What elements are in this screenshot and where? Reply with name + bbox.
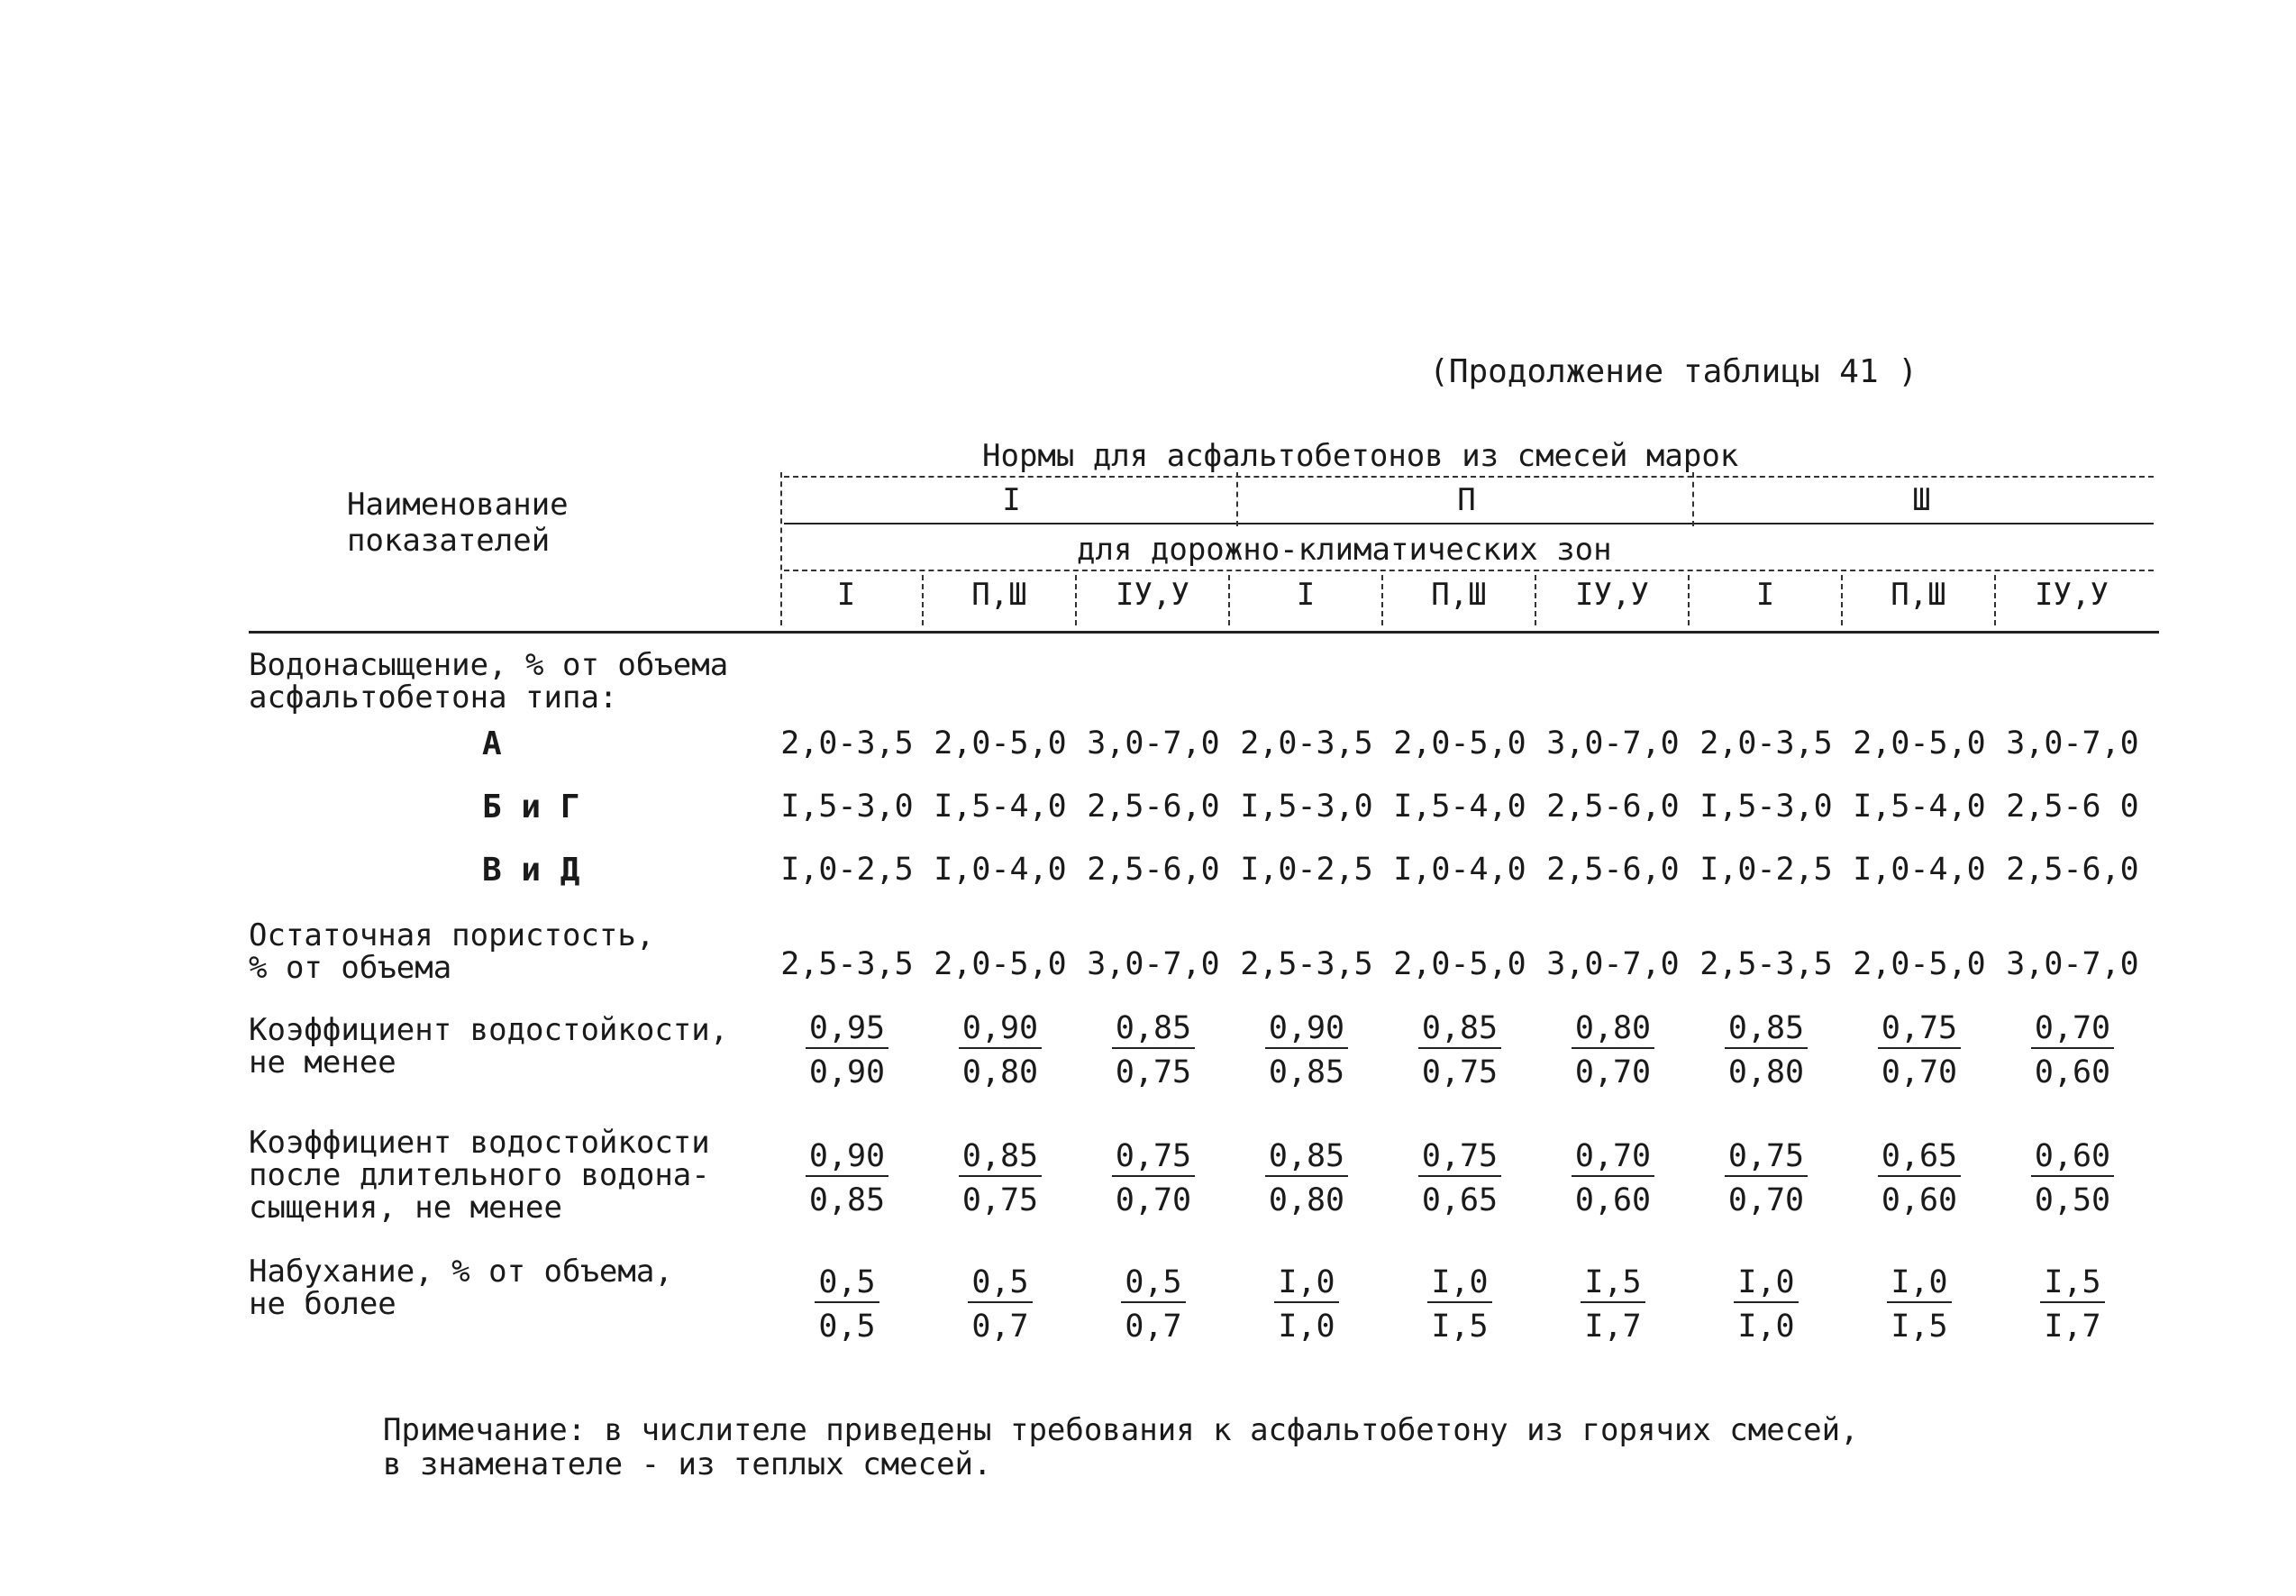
swelling-cell-numerator: I,5 (2040, 1263, 2104, 1303)
long-water-resistance-cell-numerator: 0,85 (1265, 1137, 1348, 1177)
swelling-cell-numerator: I,0 (1427, 1263, 1491, 1303)
header-divider-left (780, 472, 782, 625)
saturation-cell: 2,5-6,0 (1087, 852, 1220, 888)
zone-header-3: IУ,У (1116, 577, 1189, 613)
water-resistance-cell (1996, 1009, 2149, 1096)
water-resistance-cell-numerator: 0,90 (959, 1009, 1042, 1049)
saturation-cell: I,5-4,0 (1393, 789, 1526, 825)
saturation-cell: I,5-3,0 (1240, 789, 1373, 825)
water-resistance-cell (924, 1009, 1077, 1096)
water-resistance-cell-denominator: 0,80 (961, 1054, 1039, 1090)
header-divider-group-3 (1692, 472, 1694, 526)
saturation-cell: 3,0-7,0 (2006, 725, 2139, 762)
zone-divider-1 (922, 575, 924, 625)
header-rule-zones (784, 570, 2154, 571)
water-resistance-cell-denominator: 0,60 (2034, 1054, 2111, 1090)
porosity-cell: 3,0-7,0 (1087, 946, 1220, 982)
long-water-resistance-cell-denominator: 0,70 (1115, 1182, 1192, 1218)
long-water-resistance-cell-numerator: 0,75 (1418, 1137, 1501, 1177)
saturation-cell: 2,0-3,5 (1240, 725, 1373, 762)
zone-divider-6 (1688, 575, 1690, 625)
porosity-cell: 3,0-7,0 (2006, 946, 2139, 982)
zone-divider-7 (1841, 575, 1843, 625)
swelling-cell-numerator: I,0 (1734, 1263, 1798, 1303)
swelling-cell-denominator: I,7 (2044, 1309, 2101, 1345)
zone-divider-8 (1994, 575, 1996, 625)
zone-header-7: I (1755, 577, 1775, 613)
long-water-resistance-cell-denominator: 0,60 (1574, 1182, 1652, 1218)
swelling-cell (1690, 1263, 1843, 1350)
water-resistance-cell (1690, 1009, 1843, 1096)
water-resistance-cell-denominator: 0,90 (808, 1054, 886, 1090)
group-header-3: Ш (1912, 482, 1931, 518)
water-resistance-cell (1843, 1009, 1996, 1096)
zone-divider-2 (1075, 575, 1077, 625)
water-resistance-label: Коэффициент водостойкости, не менее (249, 1012, 729, 1081)
type-b-g-label: Б и Г (482, 789, 580, 825)
long-water-resistance-cell (770, 1137, 924, 1224)
long-water-resistance-cell (1383, 1137, 1536, 1224)
long-water-resistance-cell-denominator: 0,50 (2034, 1182, 2111, 1218)
water-resistance-cell-denominator: 0,80 (1727, 1054, 1805, 1090)
long-water-resistance-cell (1230, 1137, 1383, 1224)
saturation-cell: I,5-4,0 (934, 789, 1067, 825)
group-header-1: I (1002, 482, 1021, 518)
header-rule-top (784, 476, 2154, 478)
long-water-resistance-cell-denominator: 0,65 (1421, 1182, 1499, 1218)
water-resistance-cell-numerator: 0,80 (1572, 1009, 1654, 1049)
water-resistance-cell (770, 1009, 924, 1096)
long-water-resistance-cell (1996, 1137, 2149, 1224)
saturation-cell: 2,0-5,0 (934, 725, 1067, 762)
saturation-cell: 2,0-5,0 (1853, 725, 1986, 762)
water-resistance-cell (1383, 1009, 1536, 1096)
type-a-label: А (482, 725, 502, 762)
water-resistance-cell-numerator: 0,85 (1418, 1009, 1501, 1049)
zone-header-1: I (836, 577, 856, 613)
swelling-label: Набухание, % от объема, не более (249, 1254, 673, 1322)
water-resistance-cell-denominator: 0,70 (1574, 1054, 1652, 1090)
swelling-cell (1996, 1263, 2149, 1350)
norms-header: Нормы для асфальтобетонов из смесей марок (982, 438, 1739, 474)
saturation-cell: 2,5-6,0 (1546, 852, 1680, 888)
long-water-resistance-cell-numerator: 0,60 (2031, 1137, 2114, 1177)
header-divider-group-2 (1236, 472, 1238, 526)
saturation-cell: 2,5-6,0 (2006, 852, 2139, 888)
long-water-resistance-cell-denominator: 0,70 (1727, 1182, 1805, 1218)
swelling-cell-denominator: 0,7 (1125, 1309, 1182, 1345)
zones-header: для дорожно-климатических зон (1077, 532, 1612, 568)
long-water-resistance-cell (1536, 1137, 1690, 1224)
saturation-cell: I,0-4,0 (1393, 852, 1526, 888)
saturation-cell: I,0-4,0 (1853, 852, 1986, 888)
zone-header-9: IУ,У (2035, 577, 2109, 613)
zone-header-8: П,Ш (1891, 577, 1946, 613)
saturation-cell: I,5-3,0 (1699, 789, 1833, 825)
porosity-cell: 2,5-3,5 (1240, 946, 1373, 982)
long-water-resistance-cell-numerator: 0,70 (1572, 1137, 1654, 1177)
table-continuation-caption: (Продолжение таблицы 41 ) (1429, 353, 1918, 390)
swelling-cell (1536, 1263, 1690, 1350)
zone-header-5: П,Ш (1431, 577, 1487, 613)
long-water-resistance-cell-numerator: 0,75 (1112, 1137, 1195, 1177)
water-resistance-cell (1077, 1009, 1230, 1096)
saturation-cell: I,5-3,0 (780, 789, 914, 825)
swelling-cell-denominator: I,7 (1584, 1309, 1642, 1345)
swelling-cell-denominator: I,0 (1737, 1309, 1795, 1345)
water-resistance-cell-numerator: 0,90 (1265, 1009, 1348, 1049)
swelling-cell (770, 1263, 924, 1350)
saturation-cell: 3,0-7,0 (1087, 725, 1220, 762)
long-water-resistance-cell-denominator: 0,75 (961, 1182, 1039, 1218)
swelling-cell-numerator: 0,5 (1121, 1263, 1185, 1303)
porosity-cell: 2,0-5,0 (1853, 946, 1986, 982)
water-resistance-cell-numerator: 0,85 (1725, 1009, 1808, 1049)
zone-header-6: IУ,У (1575, 577, 1649, 613)
saturation-cell: 2,5-6,0 (1087, 789, 1220, 825)
swelling-cell-numerator: I,5 (1581, 1263, 1645, 1303)
water-resistance-cell-numerator: 0,75 (1878, 1009, 1961, 1049)
zone-divider-5 (1535, 575, 1536, 625)
saturation-cell: I,0-2,5 (1699, 852, 1833, 888)
water-resistance-cell-denominator: 0,70 (1881, 1054, 1958, 1090)
long-water-resistance-label: Коэффициент водостойкости после длительного водона- сыщения, не менее (249, 1125, 710, 1226)
header-bottom-rule (249, 631, 2159, 634)
swelling-cell (924, 1263, 1077, 1350)
swelling-cell-denominator: I,0 (1278, 1309, 1335, 1345)
long-water-resistance-cell (1690, 1137, 1843, 1224)
saturation-cell: 2,5-6,0 (1546, 789, 1680, 825)
saturation-cell: 2,0-5,0 (1393, 725, 1526, 762)
water-resistance-cell-numerator: 0,95 (806, 1009, 888, 1049)
swelling-cell-numerator: 0,5 (968, 1263, 1032, 1303)
water-resistance-cell (1536, 1009, 1690, 1096)
long-water-resistance-cell-numerator: 0,65 (1878, 1137, 1961, 1177)
swelling-cell-numerator: I,0 (1887, 1263, 1951, 1303)
porosity-cell: 2,5-3,5 (1699, 946, 1833, 982)
header-rule-groups (784, 523, 2154, 524)
type-v-d-label: В и Д (482, 852, 580, 889)
water-resistance-cell-numerator: 0,70 (2031, 1009, 2114, 1049)
zone-header-2: П,Ш (971, 577, 1027, 613)
swelling-cell-denominator: I,5 (1891, 1309, 1948, 1345)
long-water-resistance-cell (1843, 1137, 1996, 1224)
long-water-resistance-cell-numerator: 0,75 (1725, 1137, 1808, 1177)
saturation-cell: I,0-2,5 (1240, 852, 1373, 888)
swelling-cell-denominator: 0,5 (818, 1309, 876, 1345)
zone-header-4: I (1296, 577, 1316, 613)
indicator-name-header: Наименование показателей (347, 487, 569, 559)
saturation-cell: I,0-4,0 (934, 852, 1067, 888)
saturation-cell: I,0-2,5 (780, 852, 914, 888)
zone-divider-3 (1228, 575, 1230, 625)
long-water-resistance-cell-denominator: 0,85 (808, 1182, 886, 1218)
porosity-cell: 2,5-3,5 (780, 946, 914, 982)
saturation-cell: 2,0-3,5 (780, 725, 914, 762)
swelling-cell-denominator: I,5 (1431, 1309, 1489, 1345)
saturation-cell: 3,0-7,0 (1546, 725, 1680, 762)
water-resistance-cell (1230, 1009, 1383, 1096)
porosity-label: Остаточная пористость, % от объема (249, 917, 655, 986)
zone-divider-4 (1381, 575, 1383, 625)
long-water-resistance-cell-denominator: 0,80 (1268, 1182, 1345, 1218)
porosity-cell: 2,0-5,0 (1393, 946, 1526, 982)
water-saturation-label: Водонасыщение, % от объема асфальтобетона типа: (249, 647, 729, 716)
swelling-cell (1843, 1263, 1996, 1350)
long-water-resistance-cell-denominator: 0,60 (1881, 1182, 1958, 1218)
swelling-cell (1230, 1263, 1383, 1350)
saturation-cell: 2,0-3,5 (1699, 725, 1833, 762)
water-resistance-cell-denominator: 0,75 (1115, 1054, 1192, 1090)
long-water-resistance-cell (1077, 1137, 1230, 1224)
swelling-cell-denominator: 0,7 (971, 1309, 1029, 1345)
long-water-resistance-cell-numerator: 0,90 (806, 1137, 888, 1177)
water-resistance-cell-denominator: 0,75 (1421, 1054, 1499, 1090)
swelling-cell-numerator: 0,5 (815, 1263, 879, 1303)
saturation-cell: I,5-4,0 (1853, 789, 1986, 825)
swelling-cell (1077, 1263, 1230, 1350)
saturation-cell: 2,5-6 0 (2006, 789, 2139, 825)
long-water-resistance-cell (924, 1137, 1077, 1224)
table-note: Примечание: в числителе приведены требования к асфальтобетону из горячих смесей, в знаменателе - из теплых смесей. (383, 1412, 1859, 1482)
porosity-cell: 2,0-5,0 (934, 946, 1067, 982)
water-resistance-cell-denominator: 0,85 (1268, 1054, 1345, 1090)
long-water-resistance-cell-numerator: 0,85 (959, 1137, 1042, 1177)
group-header-2: П (1457, 482, 1476, 518)
porosity-cell: 3,0-7,0 (1546, 946, 1680, 982)
swelling-cell-numerator: I,0 (1274, 1263, 1338, 1303)
swelling-cell (1383, 1263, 1536, 1350)
water-resistance-cell-numerator: 0,85 (1112, 1009, 1195, 1049)
